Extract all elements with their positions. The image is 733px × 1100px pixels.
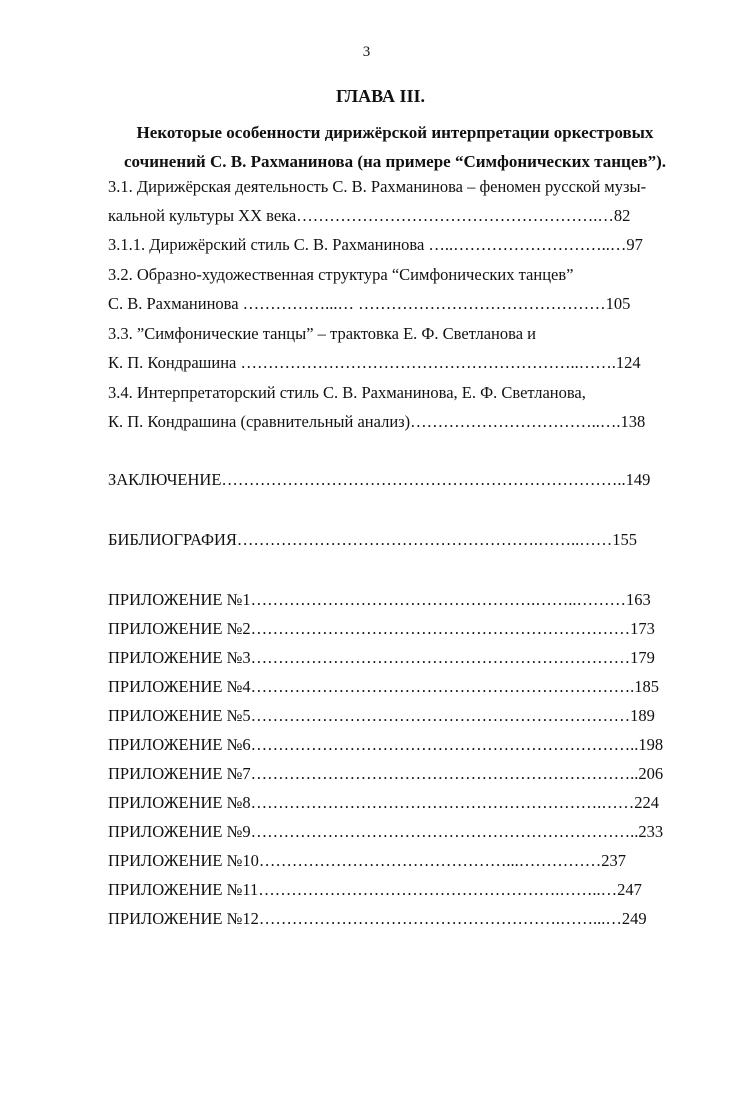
toc-entry-appendix-3: ПРИЛОЖЕНИЕ №3……………………………………………………………179: [108, 648, 655, 667]
chapter-title: ГЛАВА III.: [335, 86, 426, 106]
chapter-subtitle-line-2: сочинений С. В. Рахманинова (на примере “Симфонических танцев”).: [124, 152, 666, 171]
toc-entry-3-3-line-2: К. П. Кондрашина ……………………………………………………..…….124: [108, 353, 641, 372]
toc-entry-appendix-1: ПРИЛОЖЕНИЕ №1…………………………………………….……..………163: [108, 590, 651, 609]
toc-entry-appendix-7: ПРИЛОЖЕНИЕ №7……………………………………………………………..206: [108, 764, 664, 783]
toc-entry-appendix-6: ПРИЛОЖЕНИЕ №6……………………………………………………………..198: [108, 735, 664, 754]
toc-entry-appendix-4: ПРИЛОЖЕНИЕ №4…………………………………………………………….185: [108, 677, 659, 696]
toc-entry-3-1-1: 3.1.1. Дирижёрский стиль С. В. Рахманинова …..………………………..…97: [108, 235, 643, 254]
toc-entry-3-2-line-1: 3.2. Образно-художественная структура “Симфонических танцев”: [108, 265, 574, 284]
toc-entry-appendix-2: ПРИЛОЖЕНИЕ №2……………………………………………………………173: [108, 619, 655, 638]
toc-entry-appendix-12: ПРИЛОЖЕНИЕ №12……………………………………………….……...…249: [108, 909, 647, 928]
toc-entry-appendix-9: ПРИЛОЖЕНИЕ №9……………………………………………………………..233: [108, 822, 664, 841]
toc-entry-3-3-line-1: 3.3. ”Симфонические танцы” – трактовка Е. Ф. Светланова и: [108, 324, 536, 343]
toc-entry-conclusion: ЗАКЛЮЧЕНИЕ………………………………………………………………..149: [108, 470, 651, 489]
toc-entry-bibliography: БИБЛИОГРАФИЯ……………………………………………….……..……155: [108, 530, 638, 549]
page-number: 3: [362, 44, 371, 60]
toc-entry-appendix-5: ПРИЛОЖЕНИЕ №5……………………………………………………………189: [108, 706, 655, 725]
toc-entry-appendix-8: ПРИЛОЖЕНИЕ №8……………………………………………………….……224: [108, 793, 659, 812]
toc-entry-appendix-10: ПРИЛОЖЕНИЕ №10………………………………………...……………237: [108, 851, 626, 870]
toc-entry-3-1-line-1: 3.1. Дирижёрская деятельность С. В. Рахманинова – феномен русской музы-: [108, 177, 647, 196]
toc-entry-3-1-line-2: кальной культуры XX века……………………………………………….…82: [108, 206, 631, 225]
toc-entry-3-2-line-2: С. В. Рахманинова ……………...… ………………………………………105: [108, 294, 631, 313]
toc-entry-appendix-11: ПРИЛОЖЕНИЕ №11……………………………………………….……..…247: [108, 880, 642, 899]
toc-entry-3-4-line-1: 3.4. Интерпретаторский стиль С. В. Рахманинова, Е. Ф. Светланова,: [108, 383, 586, 402]
chapter-subtitle: [100, 118, 690, 176]
chapter-subtitle-line-1: Некоторые особенности дирижёрской интерпретации оркестровых: [136, 123, 654, 142]
toc-entry-3-4-line-2: К. П. Кондрашина (сравнительный анализ)……………………………..….138: [108, 412, 646, 431]
